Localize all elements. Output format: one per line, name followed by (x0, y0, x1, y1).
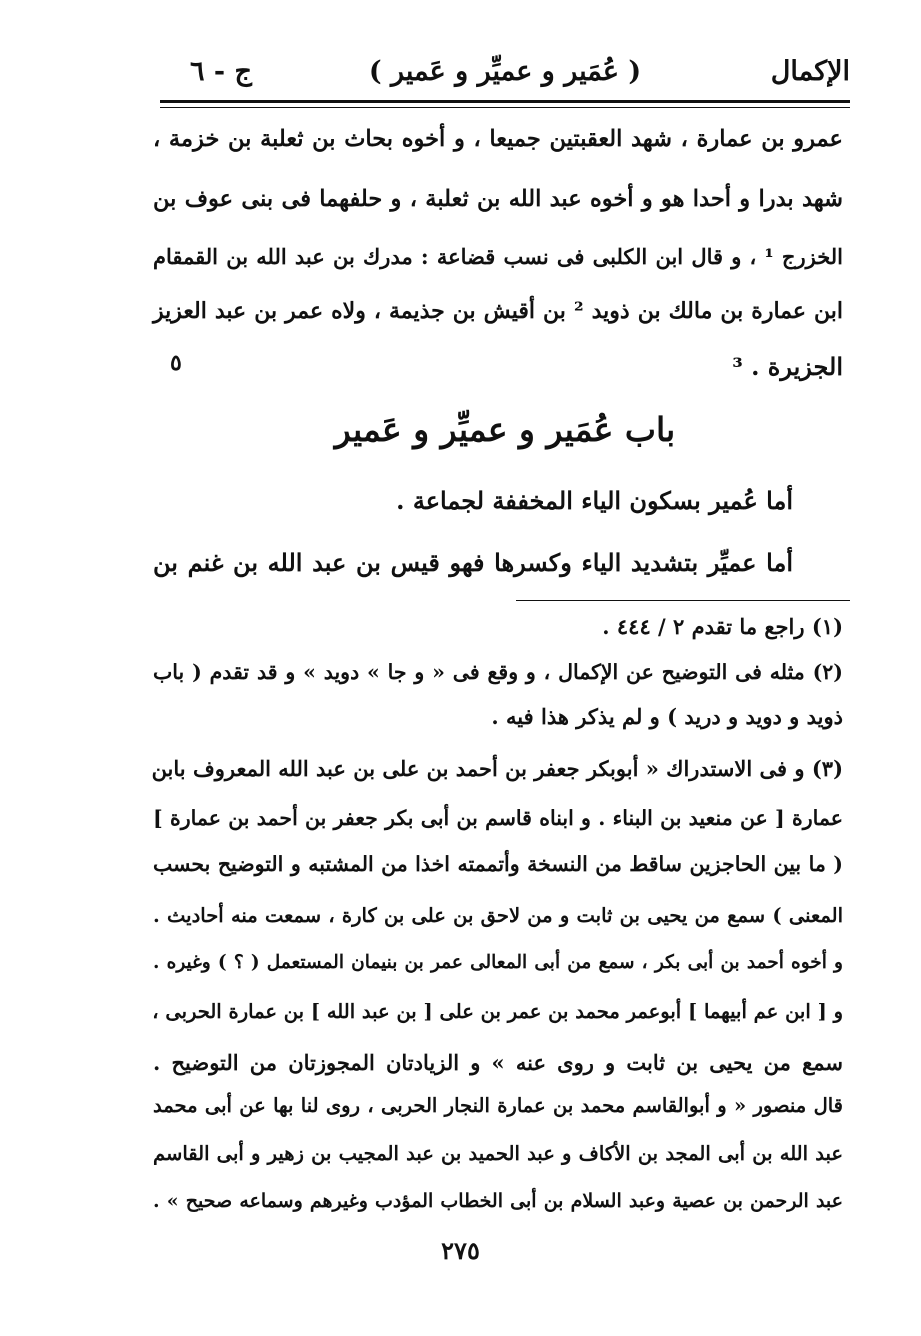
body-line: أما عُمير بسكون الياء المخففة لجماعة . (396, 486, 793, 515)
section-title: ( عُمَير و عميِّر و عَمير ) (368, 56, 642, 87)
footnote-line: المعنى ) سمع من يحيى بن ثابت و من لاحق بن على بن كارة ، سمعت منه أحاديث . (153, 904, 843, 927)
footnote-line: ( ما بين الحاجزين ساقط من النسخة وأتممته اخذا من المشتبه و التوضيح بحسب (153, 852, 843, 876)
footnote-line: عبد الله بن أبى المجد بن الأكاف و عبد الحميد بن عبد المجيب بن زهير و أبى القاسم (153, 1142, 843, 1165)
footnote-line: عمارة [ عن منعيد بن البناء . و ابناه قاسم بن أبى بكر جعفر بن أحمد بن عمارة ] (153, 806, 843, 830)
page-number: ٢٧٥ (441, 1236, 480, 1265)
footnote-line: ذويد و دويد و دريد ) و لم يذكر هذا فيه . (491, 704, 843, 729)
footnote-line: سمع من يحيى بن ثابت و روى عنه » و الزيادتان المجوزتان من التوضيح . (153, 1050, 843, 1075)
volume-label: ج - ٦ (190, 56, 252, 87)
footnote-line: (٣) و فى الاستدراك « أبوبكر جعفر بن أحمد بن على بن عبد الله المعروف بابن (151, 756, 843, 781)
footnote-separator (516, 600, 850, 601)
body-line: شهد بدرا و أحدا هو و أخوه عبد الله بن ثعلبة ، و حلفهما فى بنى عوف بن (153, 186, 843, 212)
footnote-line: و أخوه أحمد بن أبى بكر ، سمع من أبى المعالى عمر بن بنيمان المستعمل ( ؟ ) وغيره . (153, 952, 843, 973)
body-line: عمرو بن عمارة ، شهد العقبتين جميعا ، و أخوه بحاث بن ثعلبة بن خزمة ، (153, 126, 843, 152)
book-title: الإكمال (770, 56, 850, 87)
footnote-line: قال منصور « و أبوالقاسم محمد بن عمارة النجار الحربى ، روى لنا بها عن أبى محمد (153, 1094, 843, 1117)
running-header (160, 52, 850, 96)
section-heading: باب عُمَير و عميِّر و عَمير (334, 410, 676, 449)
body-line: أما عميِّر بتشديد الياء وكسرها فهو قيس بن عبد الله بن غنم بن (153, 548, 793, 577)
footnote-line: (٢) مثله فى التوضيح عن الإكمال ، و وقع فى « و جا » دويد » و قد تقدم ( باب (153, 660, 843, 684)
body-line: الجزيرة . ³ (732, 352, 843, 381)
footnote-line: و [ ابن عم أبيهما ] أبوعمر محمد بن عمر بن على [ بن عبد الله ] بن عمارة الحربى ، (152, 1000, 843, 1023)
footnote-line: عبد الرحمن بن عصية وعبد السلام بن أبى الخطاب المؤدب وغيرهم وسماعه صحيح » . (153, 1190, 843, 1212)
body-line: الخزرج ¹ ، و قال ابن الكلبى فى نسب قضاعة : مدرك بن عبد الله بن القمقام (153, 244, 844, 269)
body-line: ابن عمارة بن مالك بن ذويد ² بن أقيش بن جذيمة ، ولاه عمر بن عبد العزيز (153, 298, 843, 324)
line-number-marker: ٥ (170, 350, 182, 376)
header-rule-thick (160, 100, 850, 103)
header-rule-thin (160, 107, 850, 108)
footnote-line: (١) راجع ما تقدم ٢ / ٤٤٤ . (602, 614, 843, 639)
